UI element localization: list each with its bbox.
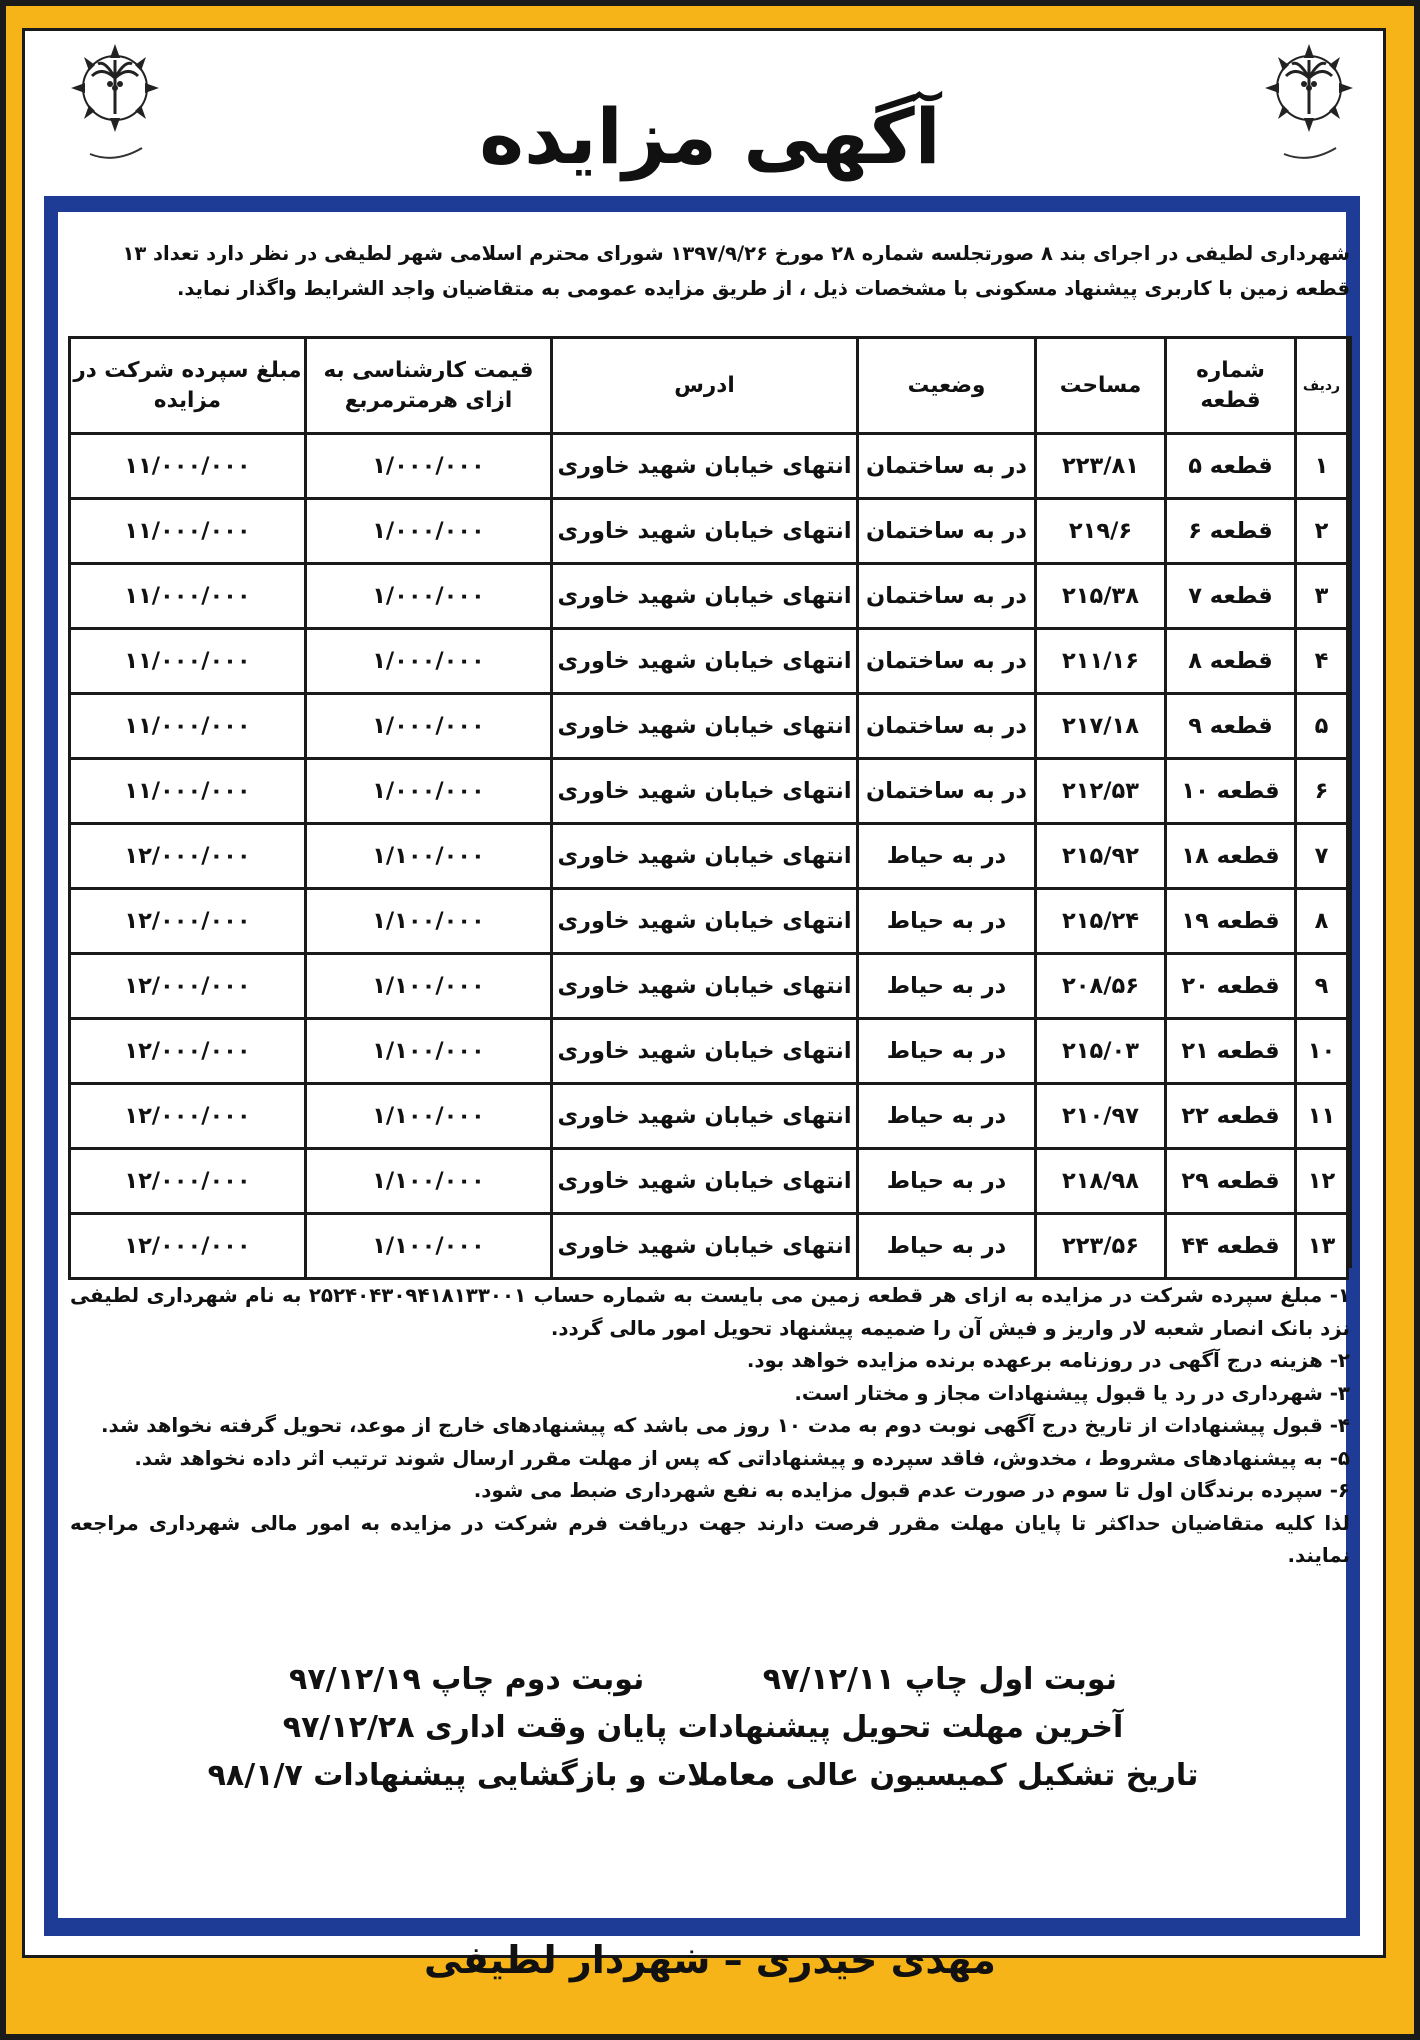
cell-status: در به حیاط	[858, 889, 1036, 954]
cell-status: در به حیاط	[858, 1149, 1036, 1214]
second-print-date: نوبت دوم چاپ ۹۷/۱۲/۱۹	[289, 1662, 645, 1697]
table-row	[70, 629, 1348, 694]
condition-item: ۱- مبلغ سپرده شرکت در مزایده به ازای هر قطعه زمین می بایست به شماره حساب ۲۵۲۴۰۴۳۰۹۴۱۸۱۳۳۰۰۱ به نام شهرداری لطیفی نزد بانک انصار شعبه لار واریز و فیش آن را ضمیمه پیشنهاد تحویل امور مالی گردد.	[70, 1284, 1350, 1340]
cell-address: انتهای خیابان شهید خاوری	[552, 1019, 858, 1084]
cell-price: ۱/۱۰۰/۰۰۰	[306, 1019, 552, 1084]
cell-address: انتهای خیابان شهید خاوری	[552, 1214, 858, 1279]
table-row	[70, 1214, 1348, 1279]
cell-deposit: ۱۱/۰۰۰/۰۰۰	[70, 694, 306, 759]
table-row	[70, 1019, 1348, 1084]
cell-address: انتهای خیابان شهید خاوری	[552, 1149, 858, 1214]
cell-plot: قطعه ۴۴	[1166, 1214, 1296, 1279]
cell-price: ۱/۰۰۰/۰۰۰	[306, 434, 552, 499]
cell-row: ۳	[1296, 564, 1348, 629]
table-row	[70, 434, 1348, 499]
cell-deposit: ۱۱/۰۰۰/۰۰۰	[70, 564, 306, 629]
cell-deposit: ۱۲/۰۰۰/۰۰۰	[70, 889, 306, 954]
cell-area: ۲۱۵/۲۴	[1036, 889, 1166, 954]
page-title: آگهی مزایده	[479, 92, 941, 181]
print-dates-line	[60, 1656, 1346, 1704]
cell-row: ۴	[1296, 629, 1348, 694]
table-header-row	[70, 338, 1348, 434]
cell-deposit: ۱۲/۰۰۰/۰۰۰	[70, 1214, 306, 1279]
cell-area: ۲۱۲/۵۳	[1036, 759, 1166, 824]
table-row	[70, 889, 1348, 954]
cell-deposit: ۱۱/۰۰۰/۰۰۰	[70, 499, 306, 564]
cell-plot: قطعه ۵	[1166, 434, 1296, 499]
cell-status: در به حیاط	[858, 1019, 1036, 1084]
cell-row: ۷	[1296, 824, 1348, 889]
cell-row: ۱	[1296, 434, 1348, 499]
cell-address: انتهای خیابان شهید خاوری	[552, 824, 858, 889]
header-address: ادرس	[552, 338, 858, 434]
condition-item: ۲- هزینه درج آگهی در روزنامه برعهده برنده مزایده خواهد بود.	[746, 1349, 1350, 1372]
cell-price: ۱/۱۰۰/۰۰۰	[306, 1214, 552, 1279]
cell-plot: قطعه ۱۹	[1166, 889, 1296, 954]
cell-area: ۲۲۳/۵۶	[1036, 1214, 1166, 1279]
condition-item: ۳- شهرداری در رد یا قبول پیشنهادات مجاز و مختار است.	[794, 1381, 1350, 1405]
cell-deposit: ۱۱/۰۰۰/۰۰۰	[70, 434, 306, 499]
cell-address: انتهای خیابان شهید خاوری	[552, 954, 858, 1019]
table-row	[70, 499, 1348, 564]
cell-plot: قطعه ۱۰	[1166, 759, 1296, 824]
cell-plot: قطعه ۱۸	[1166, 824, 1296, 889]
header-plot-number: شماره قطعه	[1166, 338, 1296, 434]
cell-price: ۱/۰۰۰/۰۰۰	[306, 564, 552, 629]
table-row	[70, 694, 1348, 759]
condition-item: ۵- به پیشنهادهای مشروط ، مخدوش، فاقد سپرده و پیشنهاداتی که پس از مهلت مقرر ارسال شوند ترتیب اثر داده نخواهد شد.	[134, 1446, 1350, 1470]
cell-status: در به حیاط	[858, 954, 1036, 1019]
publication-dates	[60, 1656, 1346, 1800]
cell-status: در به حیاط	[858, 1214, 1036, 1279]
cell-address: انتهای خیابان شهید خاوری	[552, 629, 858, 694]
cell-area: ۲۱۹/۶	[1036, 499, 1166, 564]
cell-row: ۱۳	[1296, 1214, 1348, 1279]
condition-item: ۶- سپرده برندگان اول تا سوم در صورت عدم قبول مزایده به نفع شهرداری ضبط می شود.	[473, 1479, 1350, 1502]
table-row	[70, 564, 1348, 629]
cell-deposit: ۱۲/۰۰۰/۰۰۰	[70, 954, 306, 1019]
cell-plot: قطعه ۹	[1166, 694, 1296, 759]
cell-row: ۸	[1296, 889, 1348, 954]
cell-status: در به ساختمان	[858, 759, 1036, 824]
cell-area: ۲۱۵/۰۳	[1036, 1019, 1166, 1084]
cell-area: ۲۱۸/۹۸	[1036, 1149, 1166, 1214]
cell-area: ۲۲۳/۸۱	[1036, 434, 1166, 499]
cell-status: در به ساختمان	[858, 564, 1036, 629]
cell-plot: قطعه ۲۹	[1166, 1149, 1296, 1214]
cell-row: ۱۰	[1296, 1019, 1348, 1084]
cell-address: انتهای خیابان شهید خاوری	[552, 434, 858, 499]
cell-deposit: ۱۱/۰۰۰/۰۰۰	[70, 759, 306, 824]
header-row-number: ردیف	[1296, 338, 1348, 434]
header-area: مساحت	[1036, 338, 1166, 434]
cell-plot: قطعه ۸	[1166, 629, 1296, 694]
cell-status: در به حیاط	[858, 824, 1036, 889]
cell-price: ۱/۱۰۰/۰۰۰	[306, 889, 552, 954]
closing-note: لذا کلیه متقاضیان حداکثر تا پایان مهلت مقرر فرصت دارند جهت دریافت فرم شرکت در مزایده به امور مالی شهرداری مراجعه نمایند.	[70, 1511, 1350, 1567]
table-row	[70, 824, 1348, 889]
cell-row: ۱۱	[1296, 1084, 1348, 1149]
cell-plot: قطعه ۲۱	[1166, 1019, 1296, 1084]
header-price: قیمت کارشناسی به ازای هرمترمربع	[306, 338, 552, 434]
cell-row: ۹	[1296, 954, 1348, 1019]
commission-date: تاریخ تشکیل کمیسیون عالی معاملات و بازگشایی پیشنهادات ۹۸/۱/۷	[207, 1758, 1199, 1793]
cell-status: در به ساختمان	[858, 499, 1036, 564]
cell-status: در به ساختمان	[858, 629, 1036, 694]
cell-area: ۲۱۰/۹۷	[1036, 1084, 1166, 1149]
cell-status: در به حیاط	[858, 1084, 1036, 1149]
table-row	[70, 1149, 1348, 1214]
cell-price: ۱/۰۰۰/۰۰۰	[306, 499, 552, 564]
cell-deposit: ۱۲/۰۰۰/۰۰۰	[70, 1084, 306, 1149]
cell-price: ۱/۰۰۰/۰۰۰	[306, 629, 552, 694]
table-row	[70, 759, 1348, 824]
cell-status: در به ساختمان	[858, 694, 1036, 759]
cell-area: ۲۱۷/۱۸	[1036, 694, 1166, 759]
cell-plot: قطعه ۲۰	[1166, 954, 1296, 1019]
cell-plot: قطعه ۷	[1166, 564, 1296, 629]
header-status: وضعیت	[858, 338, 1036, 434]
intro-paragraph: شهرداری لطیفی در اجرای بند ۸ صورتجلسه شماره ۲۸ مورخ ۱۳۹۷/۹/۲۶ شورای محترم اسلامی شهر لطیفی در نظر دارد تعداد ۱۳ قطعه زمین با کاربری پیشنهاد مسکونی با مشخصات ذیل ، از طریق مزایده عمومی به متقاضیان واجد الشرایط واگذار نماید.	[122, 242, 1350, 300]
cell-price: ۱/۱۰۰/۰۰۰	[306, 1084, 552, 1149]
cell-address: انتهای خیابان شهید خاوری	[552, 694, 858, 759]
conditions-list	[70, 1280, 1350, 1573]
cell-deposit: ۱۲/۰۰۰/۰۰۰	[70, 824, 306, 889]
cell-area: ۲۰۸/۵۶	[1036, 954, 1166, 1019]
cell-deposit: ۱۱/۰۰۰/۰۰۰	[70, 629, 306, 694]
cell-address: انتهای خیابان شهید خاوری	[552, 889, 858, 954]
cell-deposit: ۱۲/۰۰۰/۰۰۰	[70, 1149, 306, 1214]
cell-row: ۲	[1296, 499, 1348, 564]
cell-plot: قطعه ۲۲	[1166, 1084, 1296, 1149]
mayor-signature: مهدی حیدری – شهردار لطیفی	[424, 1938, 996, 1982]
cell-address: انتهای خیابان شهید خاوری	[552, 1084, 858, 1149]
cell-address: انتهای خیابان شهید خاوری	[552, 759, 858, 824]
cell-address: انتهای خیابان شهید خاوری	[552, 499, 858, 564]
cell-status: در به ساختمان	[858, 434, 1036, 499]
cell-row: ۶	[1296, 759, 1348, 824]
cell-area: ۲۱۵/۹۲	[1036, 824, 1166, 889]
cell-price: ۱/۱۰۰/۰۰۰	[306, 1149, 552, 1214]
cell-area: ۲۱۱/۱۶	[1036, 629, 1166, 694]
plots-table	[68, 336, 1349, 1280]
cell-price: ۱/۰۰۰/۰۰۰	[306, 759, 552, 824]
cell-price: ۱/۱۰۰/۰۰۰	[306, 954, 552, 1019]
cell-row: ۵	[1296, 694, 1348, 759]
cell-area: ۲۱۵/۳۸	[1036, 564, 1166, 629]
cell-price: ۱/۱۰۰/۰۰۰	[306, 824, 552, 889]
deadline-date: آخرین مهلت تحویل پیشنهادات پایان وقت اداری ۹۷/۱۲/۲۸	[282, 1710, 1124, 1745]
cell-row: ۱۲	[1296, 1149, 1348, 1214]
cell-address: انتهای خیابان شهید خاوری	[552, 564, 858, 629]
table-row	[70, 954, 1348, 1019]
header-deposit: مبلغ سپرده شرکت در مزایده	[70, 338, 306, 434]
cell-plot: قطعه ۶	[1166, 499, 1296, 564]
cell-deposit: ۱۲/۰۰۰/۰۰۰	[70, 1019, 306, 1084]
table-row	[70, 1084, 1348, 1149]
condition-item: ۴- قبول پیشنهادات از تاریخ درج آگهی نوبت دوم به مدت ۱۰ روز می باشد که پیشنهادهای خارج از موعد، تحویل گرفته نخواهد شد.	[101, 1414, 1350, 1437]
first-print-date: نوبت اول چاپ ۹۷/۱۲/۱۱	[762, 1662, 1117, 1697]
cell-price: ۱/۰۰۰/۰۰۰	[306, 694, 552, 759]
